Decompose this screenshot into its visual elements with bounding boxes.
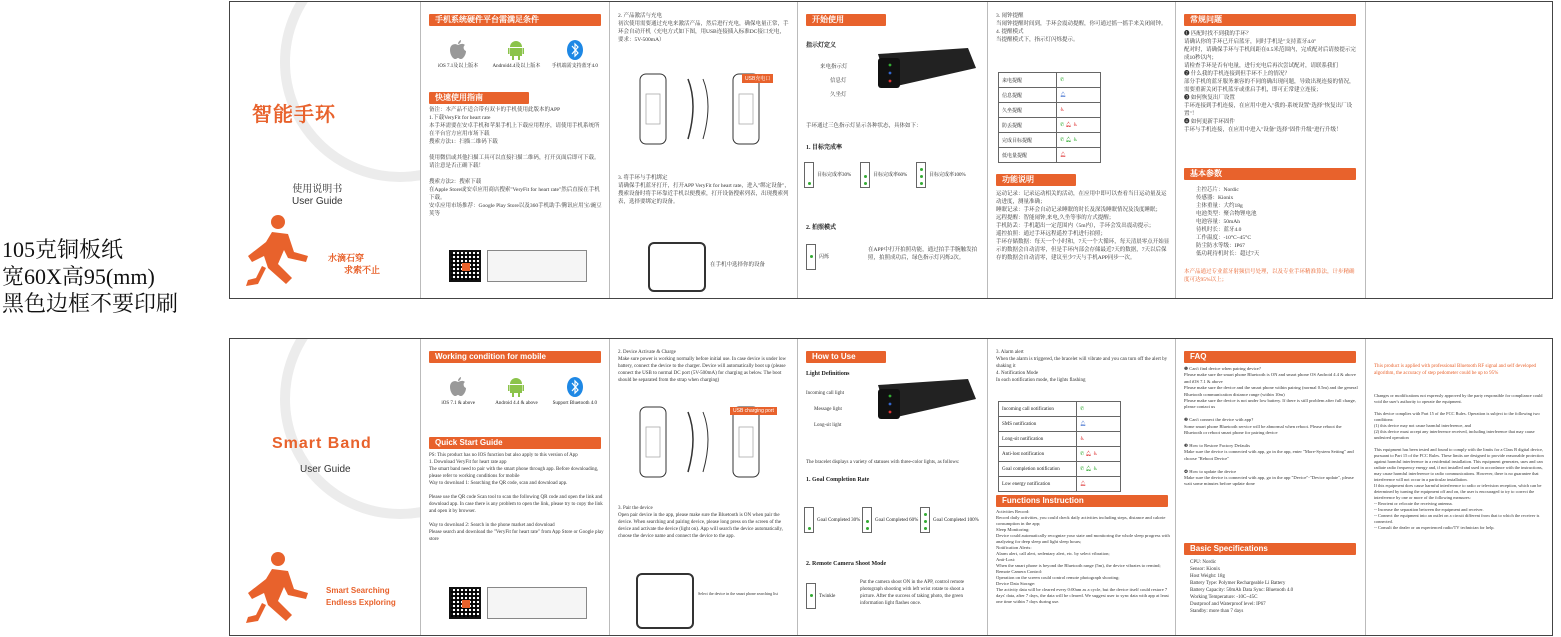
faq-text: ❶ Can't find device when pairing device? Please make sure the smart phone Bluetooth is ON and smart phone OS Android 4.4 & above and iOS 7.1 & above Please make sure the device and the smart phone within pairing (normal 0.5m) and the general Bluetooth communication distance range (within 10m) Please make sure the device is not under low battery. If there is still problem after full charge, please contact us ❷ Can't connect the device with app? Some smart phone Bluetooth service will be abnormal when reboot. Please reboot the Bluetooth or reboot smart phone for pairing device ❸ How to Restore Factory Defaults Make sure the device is connected with app, go in the app, enter "More-System Setting" and choose "Reboot Device" ❹ How to update the device Make sure the device is connected with app, go in the app "Device"-"Device update", please wait some minutes before update done <box>1184 366 1358 487</box>
camera-title: 2. 拍照模式 <box>806 225 837 231</box>
bluetooth-requirement <box>546 377 604 417</box>
sit-icon: ♿︎ <box>1060 108 1065 113</box>
bluetooth-requirement <box>546 40 604 80</box>
goal-100: Goal Completed 100% <box>920 507 982 533</box>
cn-faq-panel <box>1176 2 1366 298</box>
note-paper: 105克铜板纸 <box>2 237 124 262</box>
en-cover-panel <box>230 339 421 635</box>
function-header: 功能说明 <box>996 174 1076 186</box>
app-screenshot <box>487 587 587 619</box>
platform-icons <box>429 40 604 80</box>
longsit-light-label: Long-sit light <box>814 423 842 428</box>
accuracy-note: 本产品通过专业蓝牙射频信号处理，以及专业手环精准算法，计步精确度可达95%以上； <box>1184 269 1355 283</box>
function-header: Functions Instruction <box>996 495 1168 507</box>
android-label: Android 4.4 & above <box>495 401 538 406</box>
table-row: 久坐提醒 ♿︎ <box>999 103 1101 118</box>
usage-header: How to Use <box>806 351 886 363</box>
cn-usage-panel <box>798 2 988 298</box>
cn-charge-panel <box>610 2 798 298</box>
table-row: SMS notification 🔔︎ <box>999 417 1121 432</box>
sit-icon: ♿︎ <box>1080 437 1085 442</box>
bluetooth-label: 手机端需支持蓝牙4.0 <box>551 64 598 69</box>
apple-icon <box>449 377 467 397</box>
usb-port-tag: USB charging port <box>730 407 777 415</box>
runner-icon <box>236 212 326 292</box>
android-requirement <box>487 377 545 417</box>
en-usage-panel <box>798 339 988 635</box>
table-row: Incoming call notification ✆ <box>999 402 1121 417</box>
bluetooth-icon <box>567 40 583 60</box>
phone-illustration <box>648 242 706 292</box>
bell-icon: 🔔︎ <box>1060 93 1067 98</box>
camera-description: 在APP中打开拍照功能，通过拍手手腕触发拍照，拍照成功后，绿色指示灯闪烁2次。 <box>868 247 978 261</box>
table-row: 完成目标提醒 ✆ 🔔︎ ♿︎ <box>999 133 1101 148</box>
function-text: 运动记录：记录运动相关的活动，在应用中即可以查看当日运动量及运动进度，测量准确； 睡眠记录：手环会自动记录睡眠的时长及深浅睡眠情况及浅度睡眠； 远程提醒：智能闹钟,来电,久坐等事的方式提醒； 手机防丢：手机超出一定范围内（5m内），手环会发出震动提示； 遥控拍照：通过手环远程遥控手机进行拍照； 手环存储数据：每天一个小时和，7天一个大循环，每天清晨零点开始显示的数据会自动清零，但是手环内部会存储最近7天的数据，7天以后保存的数据会自动清零，建议至少7天与手机APP同步一次。 <box>996 191 1170 261</box>
cn-blank-panel <box>1366 2 1554 298</box>
table-row: Anti-lost notification ✆ 🔔︎ ♿︎ <box>999 447 1121 462</box>
camera-indicator: Twinkle <box>806 583 835 609</box>
faq-header: 常规问题 <box>1184 14 1356 26</box>
pair-text: 3. Pair the device Open pair device in the app, please make sure the Bluetooth is ON when pair the device. When searching and pairing device, please long press on the screen of the device and activate the device (light on). App will search the device automatically, choose the device name and connect the device to the app. <box>618 506 783 539</box>
android-icon <box>507 377 525 397</box>
cover-user-guide: User Guide <box>300 464 351 475</box>
requirements-header: 手机系统硬件平台需满足条件 <box>429 14 601 26</box>
note-size: 宽60X高95(mm) <box>2 264 155 289</box>
cover-manual-label: 使用说明书 <box>292 184 343 195</box>
cover-user-guide: User Guide <box>292 196 343 207</box>
note-border: 黑色边框不要印刷 <box>2 291 179 316</box>
band-illustration <box>848 48 978 94</box>
en-fcc-panel <box>1366 339 1554 635</box>
bluetooth-icon <box>567 377 583 397</box>
ios-requirement <box>429 40 487 80</box>
goal-60: 目标完成率60% <box>860 162 907 188</box>
accuracy-note: This product is applied with professional Bluetooth RF signal and self developed algorithm, the accuracy of step pedometer could be up to 95% <box>1374 364 1537 376</box>
android-label: Android4.4及以上版本 <box>492 64 541 69</box>
spec-text: 主控芯片：Nordic 传感器：Kionix 主体重量：大约18g 电池类型：聚合物锂电池 电池容量：50mAh 待机时长：蓝牙4.0 工作温度：-10°C~45°C 防尘防水等级：IP67 低功耗待机时长：超过7天 <box>1196 187 1260 257</box>
quick-guide-text: PS: This product has no IOS function but also apply to this version of App 1. Download VeryFit for heart rate app The smart band need to pair with the smart phone through app. Before downloading, please refer to working conditions for mobile Way to download 1: Searching the QR code, scan and download app. Please use the QR code Scan tool to scan the following QR code and open the link and download app. In case there is any problem to open the link, please try to copy the link and open it by browser. Way to download 2: Search in the phone market and download Please search and download the "VeryFit for heart rate" from App Store or Google play store <box>429 453 604 542</box>
phone-caption: Select the device in the smart phone searching list <box>698 591 778 596</box>
notification-table <box>998 72 1101 163</box>
fcc-statement: Changes or modifications not expressly approved by the party responsible for compliance could void the user's authority to operate the equipment. This device complies with Part 15 of the FCC Rules. Operation is subject to the following two conditions: (1) this device may not cause harmful interference, and (2) this device must accept any interference received, including interference that may cause undesired operation This equipment has been tested and found to comply with the limits for a Class B digital device, pursuant to Part 15 of the FCC Rules. These limits are designed to provide reasonable protection against harmful interference in a residential installation. This equipment generates, uses and can radiate radio frequency energy and, if not installed and used in accordance with the instructions, may cause harmful interference to radio communications. However, there is no guarantee that interference will not occur in a particular installation. If this equipment does cause harmful interference to radio or television reception, which can be determined by turning the equipment off and on, the user is encouraged to try to correct the interference by one or more of the following measures: -- Reorient or relocate the receiving antenna. -- Increase the separation between the equipment and receiver. -- Connect the equipment into an outlet on a circuit different from that to which the receiver is connected. -- Consult the dealer or an experienced radio/TV technician for help. <box>1374 393 1544 530</box>
call-light-label: Incoming call light <box>806 391 845 396</box>
cn-requirements-panel <box>421 2 610 298</box>
requirements-header: Working condition for mobile <box>429 351 601 363</box>
cover-slogan <box>328 252 380 276</box>
qr-code <box>449 587 481 619</box>
camera-description: Put the camera shoot ON in the APP, control remote photograph shooting with left wrist rotate to shoot a picture. After the success of taking photo, the green information light flashes once. <box>860 580 965 606</box>
phone-icon: ✆ <box>1060 78 1065 83</box>
bluetooth-label: Support Bluetooth 4.0 <box>552 401 597 406</box>
lights-description: The bracelet displays a variety of statuses with three-color lights, as follows: <box>806 460 960 465</box>
apple-icon <box>449 40 467 60</box>
table-row: Goal completion notification ✆ 🔔︎ ♿︎ <box>999 462 1121 477</box>
alarm-text: 3. 闹钟提醒 当闹钟提醒时间到，手环会震动提醒，你可通过摇一摇手来关闭闹钟。 4. 提醒模式 当提醒模式下，指示灯闪烁提示。 <box>996 13 1167 43</box>
faq-header: FAQ <box>1184 351 1356 363</box>
table-row: Long-sit notification ♿︎ <box>999 432 1121 447</box>
table-row: 防丢提醒 ✆ 🔔︎ ♿︎ <box>999 118 1101 133</box>
app-screenshot <box>487 250 587 282</box>
longsit-light-label: 久坐灯 <box>830 92 847 98</box>
camera-indicator: 闪烁 <box>806 244 829 270</box>
band-illustration <box>848 379 978 425</box>
android-requirement <box>487 40 545 80</box>
light-definition-title: 指示灯定义 <box>806 43 837 49</box>
table-row: 来电提醒 ✆ <box>999 73 1101 88</box>
quick-guide-text: 备注：本产品不适合带有双卡的手机使用此版本的APP 1.下载VeryFit for heart rate 本手环需要在安卓手机和苹果手机上下载应用程序，请使用手机系统所在平台官方应用市场下载 搜索方法1：扫描二维码下载 使用微信或其他扫描工具可以直接扫描二维码，打开页面后即可下载。请注意是否正确下载！ 搜索方法2：搜索下载 在Apple Store或安卓应用商店搜索"VeryFit for heart rate"然后直接在手机下载。 安卓应用市场推荐：Google Play Store以及360手机助手/腾讯应用宝/豌豆荚等 <box>429 107 602 217</box>
ios-requirement <box>429 377 487 417</box>
goal-100: 目标完成率100% <box>916 162 966 188</box>
light-definition-title: Light Definitions <box>806 371 850 377</box>
message-light-label: 信息灯 <box>830 78 847 84</box>
platform-icons <box>429 377 604 417</box>
slogan-line2: 求索不止 <box>344 265 381 275</box>
camera-title: 2. Remote Camera Shoot Mode <box>806 561 887 567</box>
goal-30: 目标完成率30% <box>804 162 851 188</box>
goal-30: Goal Completed 30% <box>804 507 862 533</box>
quick-guide-header: Quick Start Guide <box>429 437 601 449</box>
faq-text: ❶ 匹配时找不到我的手环？ 请确认你的手环已开启蓝牙，同时手机是"支持蓝牙4.0" 配对时，请确保手环与手机间距在0.5米范围内，完成配对后请按提示完成10秒以内； 请检查手环是否有电量，进行充电后再次尝试配对，请联系我们 ❷ 什么我的手机连接到但手环不上的情况？ 部分手机的蓝牙服务兼容的不同的确出现问题，导致出现连接的情况， 需要重新关闭手机蓝牙或重启手机，即可正常建立连接； ❸ 如何恢复出厂设置 手环连接到手机连接，在应用中进入"我的-系统设置"选择"恢复出厂设置"！ ❹ 如何更新手环固件 手环与手机连接，在应用中进入"设备"选择"固件升级"进行升级！ <box>1184 31 1356 133</box>
chinese-manual-sheet <box>229 1 1553 299</box>
notification-table <box>998 401 1121 492</box>
cn-cover-panel <box>230 2 421 298</box>
ios-label: iOS 7.1及以上版本 <box>438 64 479 69</box>
slogan-line2: Endless Exploring <box>326 598 396 607</box>
phone-illustration <box>636 573 694 629</box>
call-light-label: 来电指示灯 <box>820 64 848 70</box>
cn-notification-panel <box>988 2 1176 298</box>
lights-description: 手环通过三色指示灯显示各种状态，具体如下： <box>806 123 922 129</box>
en-faq-panel <box>1176 339 1366 635</box>
charge-text: 2. 产品激活与充电 初次使用需要通过充电来激活产品，然后进行充电，确保电量正常，手环会自动开机（充电方式如下图，用USB连接插入标准DC接口充电，要求：5V-500mA） <box>618 13 789 43</box>
phone-caption: 在手机中选择你的设备 <box>710 262 766 268</box>
message-light-label: Message light <box>814 407 842 412</box>
goal-title: 1. Goal Completion Rate <box>806 477 870 483</box>
en-requirements-panel <box>421 339 610 635</box>
spec-header: 基本参数 <box>1184 168 1356 180</box>
cover-subtitle <box>292 184 343 208</box>
slogan-line1: Smart Searching <box>326 586 390 595</box>
bell-icon: 🔔︎ <box>1080 422 1087 427</box>
cover-title: 智能手环 <box>252 104 336 126</box>
android-icon <box>507 40 525 60</box>
usage-header: 开始使用 <box>806 14 886 26</box>
goal-60: Goal Completed 60% <box>862 507 920 533</box>
usb-port-tag: USB充电口 <box>742 74 773 83</box>
print-note <box>2 236 178 317</box>
en-notification-panel <box>988 339 1176 635</box>
cover-arc-decoration <box>280 2 421 182</box>
spec-header: Basic Specifications <box>1184 543 1356 555</box>
phone-icon: ✆ <box>1080 407 1085 412</box>
table-row: Low energy notification 🔔︎ <box>999 477 1121 492</box>
charge-text: 2. Device Activate & Charge Make sure power is working normally before initial use. In case device is under low battery, connect the device to the charger. Device will automatically boot up (please connect the USB to normal DC port (5V-500mA) for charging as below. The boot should be separated from the strap when charging) <box>618 350 787 383</box>
cover-slogan <box>326 585 396 609</box>
table-row: 低电量提醒 🔔︎ <box>999 148 1101 163</box>
ios-label: iOS 7.1 & above <box>441 401 475 406</box>
qr-code <box>449 250 481 282</box>
quick-guide-header: 快速使用指南 <box>429 92 529 104</box>
cover-arc-decoration <box>280 339 421 519</box>
table-row: 信息提醒 🔔︎ <box>999 88 1101 103</box>
spec-text: CPU: Nordic Sensor: Kionix Host Weight: 18g Battery Type: Polymer Rechargeable Li Battery Battery Capacity: 50mAh Data Sync: Bluetooth 4.0 Working Temperature: -10C~45C Dustproof and Waterproof level: IP67 Standby: more than 7 days <box>1190 560 1294 614</box>
en-charge-panel <box>610 339 798 635</box>
pair-text: 3. 将手环与手机绑定 请确保手机蓝牙打开，打开APP VeryFit for heart rate，进入"绑定设备"，搜索设备时将手环靠近手机以便搜索，打开设备搜索列表，出现搜索列表，选择要绑定的设备。 <box>618 175 790 205</box>
english-manual-sheet <box>229 338 1553 636</box>
runner-icon <box>236 549 326 629</box>
slogan-line1: 水滴石穿 <box>328 253 365 263</box>
function-text: Activities Record: Record daily activities, you could check daily activities including steps, distance and calorie consumption in the app; Sleep Monitoring: Device could automatically recognize your state and monitoring the whole sleep progress with analyzing for deep sleep and light sleep hours; Notification Alerts: Alarm alert, call alert, sedentary alert, etc. by select vibration; Anti-Lost: When the smart phone is beyond the Bluetooth range (5m), the device vibrates to remind; Remote Camera Control: Operation on the screen could control remote photograph shooting; Device Data Storage: The activity data will be cleared every 0:00am as a cycle, but the device itself could restore 7 days' data, after 7 days, the data will be cleared. We suggest user to sync data with app at least one time within 7 days during use. <box>996 509 1170 604</box>
alarm-text: 3. Alarm alert When the alarm is triggered, the bracelet will vibrate and you can turn off the alert by shaking it 4. Notification Mode In each notification mode, the lights flashing <box>996 350 1168 383</box>
cover-title: Smart Band <box>272 435 372 452</box>
goal-title: 1. 目标完成率 <box>806 145 843 151</box>
